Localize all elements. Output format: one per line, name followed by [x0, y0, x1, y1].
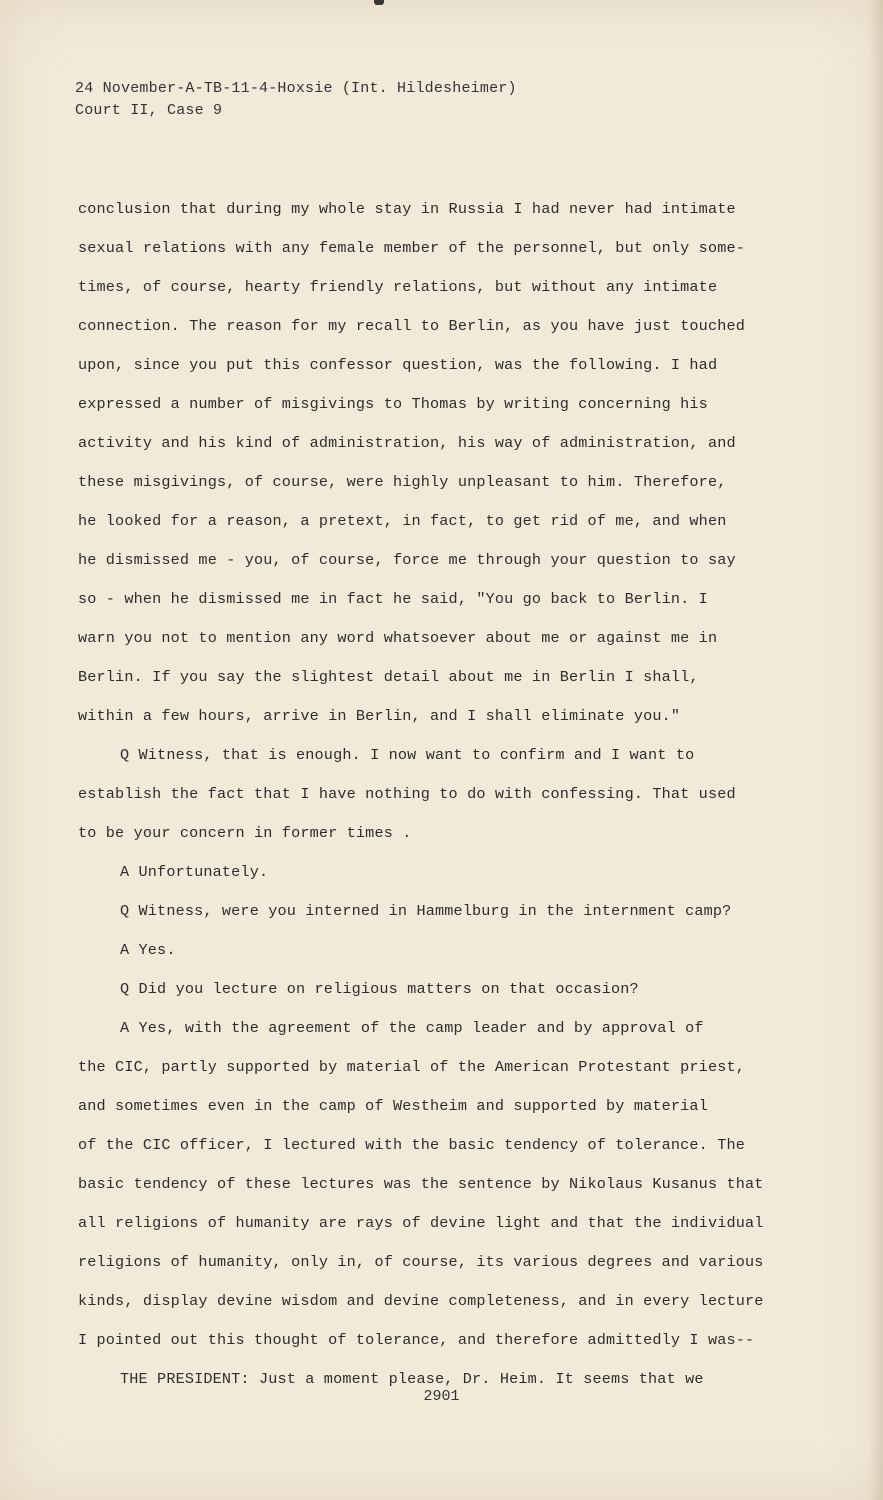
text-line: the CIC, partly supported by material of the American Protestant priest,	[78, 1058, 746, 1076]
question-line: Q Witness, were you interned in Hammelburg in the internment camp?	[120, 902, 732, 920]
speaker-line: THE PRESIDENT: Just a moment please, Dr. Heim. It seems that we	[120, 1370, 704, 1388]
header-line-2: Court II, Case 9	[75, 102, 223, 119]
page-number: 2901	[423, 1388, 460, 1405]
answer-line: A Unfortunately.	[120, 863, 269, 881]
document-header	[75, 78, 517, 122]
text-line: expressed a number of misgivings to Thomas by writing concerning his	[78, 395, 708, 413]
text-line: Berlin. If you say the slightest detail about me in Berlin I shall,	[78, 668, 699, 686]
question-line: Q Did you lecture on religious matters on that occasion?	[120, 980, 639, 998]
text-line: basic tendency of these lectures was the sentence by Nikolaus Kusanus that	[78, 1175, 764, 1193]
text-line: all religions of humanity are rays of devine light and that the individual	[78, 1214, 764, 1232]
text-line: to be your concern in former times .	[78, 824, 412, 842]
text-line: he dismissed me - you, of course, force me through your question to say	[78, 551, 736, 569]
page-edge-shadow	[869, 0, 883, 1500]
question-line: Q Witness, that is enough. I now want to confirm and I want to	[120, 746, 695, 764]
text-line: upon, since you put this confessor question, was the following. I had	[78, 356, 718, 374]
text-line: establish the fact that I have nothing to do with confessing. That used	[78, 785, 736, 803]
text-line: so - when he dismissed me in fact he said, "You go back to Berlin. I	[78, 590, 708, 608]
text-line: within a few hours, arrive in Berlin, and I shall eliminate you."	[78, 707, 681, 725]
text-line: warn you not to mention any word whatsoever about me or against me in	[78, 629, 718, 647]
text-line: of the CIC officer, I lectured with the basic tendency of tolerance. The	[78, 1136, 746, 1154]
answer-line: A Yes.	[120, 941, 176, 959]
header-line-1: 24 November-A-TB-11-4-Hoxsie (Int. Hildesheimer)	[75, 80, 517, 97]
text-line: times, of course, hearty friendly relations, but without any intimate	[78, 278, 718, 296]
text-line: he looked for a reason, a pretext, in fact, to get rid of me, and when	[78, 512, 727, 530]
binding-mark	[374, 0, 384, 5]
text-line: connection. The reason for my recall to Berlin, as you have just touched	[78, 317, 746, 335]
text-line: and sometimes even in the camp of Westheim and supported by material	[78, 1097, 708, 1115]
text-line: these misgivings, of course, were highly unpleasant to him. Therefore,	[78, 473, 727, 491]
text-line: activity and his kind of administration, his way of administration, and	[78, 434, 736, 452]
text-line: conclusion that during my whole stay in Russia I had never had intimate	[78, 200, 736, 218]
transcript-body	[78, 190, 798, 1399]
text-line: sexual relations with any female member of the personnel, but only some-	[78, 239, 746, 257]
text-line: I pointed out this thought of tolerance, and therefore admittedly I was--	[78, 1331, 755, 1349]
answer-line: A Yes, with the agreement of the camp leader and by approval of	[120, 1019, 704, 1037]
text-line: kinds, display devine wisdom and devine completeness, and in every lecture	[78, 1292, 764, 1310]
text-line: religions of humanity, only in, of course, its various degrees and various	[78, 1253, 764, 1271]
